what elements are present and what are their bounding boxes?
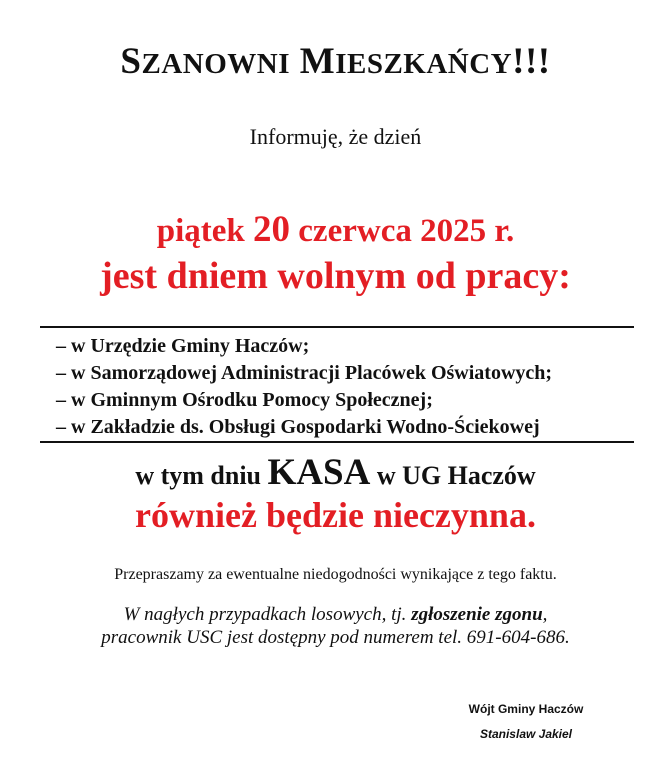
page-title <box>0 40 671 83</box>
list-item: – w Samorządowej Administracji Placówek Oświatowych; <box>56 362 553 384</box>
emergency-line-2: pracownik USC jest dostępny pod numerem tel. 691-604-686. <box>101 627 570 648</box>
day-off-statement: jest dniem wolnym od pracy: <box>100 255 571 297</box>
emergency-line-1 <box>0 603 671 626</box>
emergency-notice <box>0 603 671 649</box>
emergency-line-1-end: , <box>542 604 548 625</box>
signature-name: Stanislaw Jakiel <box>479 727 573 741</box>
emergency-line-1-start: W nagłych przypadkach losowych, tj. <box>123 604 412 625</box>
institutions-list <box>56 333 552 441</box>
top-divider <box>40 326 634 328</box>
title-initial-s: S <box>120 41 142 82</box>
title-part-2: IESZKAŃCY <box>335 48 513 80</box>
closed-statement: również będzie nieczynna. <box>135 495 536 535</box>
date-day-number: 20 <box>253 209 291 250</box>
apology-text: Przepraszamy za ewentualne niedogodności wynikające z tego faktu. <box>114 566 557 583</box>
date-weekday: piątek <box>156 213 254 249</box>
list-item: – w Zakładzie ds. Obsługi Gospodarki Wodno-Ściekowej <box>56 416 540 438</box>
intro-text: Informuję, że dzień <box>249 124 422 149</box>
cash-desk-before: w tym dniu <box>135 461 268 490</box>
cash-desk-word: KASA <box>267 452 371 493</box>
title-space <box>290 41 300 82</box>
emergency-highlight: zgłoszenie zgonu <box>411 604 543 625</box>
cash-desk-after: w UG Haczów <box>370 461 536 490</box>
bottom-divider <box>40 441 634 443</box>
list-item: – w Urzędzie Gminy Haczów; <box>56 335 310 357</box>
list-item: – w Gminnym Ośrodku Pomocy Społecznej; <box>56 389 433 411</box>
date-month-year: czerwca 2025 r. <box>290 213 515 249</box>
title-exclamation: !!! <box>512 41 551 82</box>
signature-title: Wójt Gminy Haczów <box>468 702 584 716</box>
title-part-1: ZANOWNI <box>141 48 290 80</box>
cash-desk-line <box>0 451 671 494</box>
date-line <box>0 208 671 251</box>
title-initial-m: M <box>299 41 336 82</box>
